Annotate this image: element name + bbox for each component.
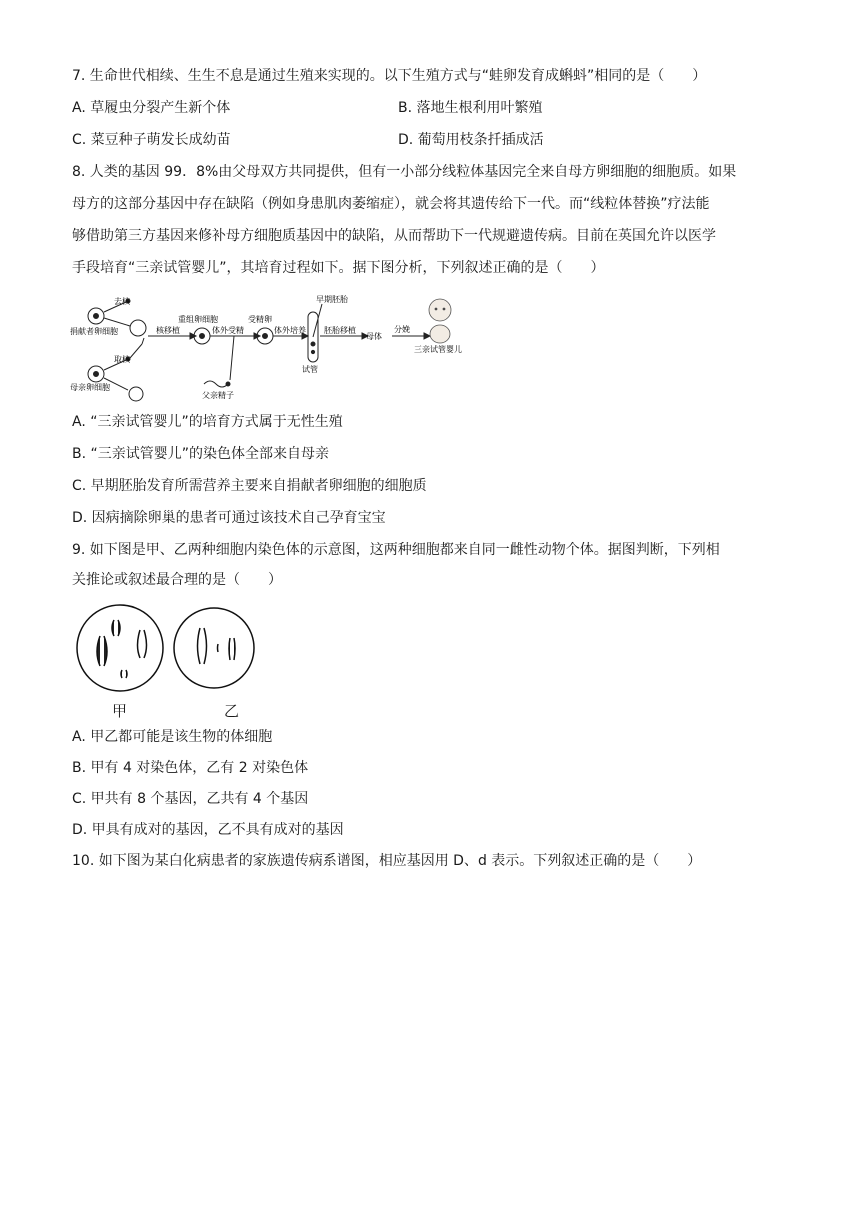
sperm-icon [226,382,230,386]
q8-line-1: 8. 人类的基因 99．8%由父母双方共同提供，但有一小部分线粒体基因完全来自母方卵细胞的细胞质。如果 [72,164,737,180]
cell-label-yi: 乙 [224,702,240,720]
q7-option-d: D. 葡萄用枝条扦插成活 [398,132,544,148]
label-mother-body: 母体 [366,332,382,341]
label-tube: 试管 [302,365,318,374]
q8-option-b: B. “三亲试管婴儿”的染色体全部来自母亲 [72,446,330,462]
label-embryo-transfer: 胚胎移植 [324,326,356,335]
label-culture: 体外培养 [274,326,306,335]
q8-line-2: 母方的这部分基因中存在缺陷（例如身患肌肉萎缩症），就会将其遗传给下一代。而“线粒体替换”疗法能 [72,196,710,212]
ivf-process-diagram [68,292,488,404]
label-mother-egg: 母亲卵细胞 [70,383,110,392]
q10-stem: 10. 如下图为某白化病患者的家族遗传病系谱图，相应基因用 D、d 表示。下列叙述正确的是（ ） [72,853,702,869]
q9-line-1: 9. 如下图是甲、乙两种细胞内染色体的示意图，这两种细胞都来自同一雌性动物个体。据图判断，下列相 [72,542,720,558]
q8-option-a: A. “三亲试管婴儿”的培育方式属于无性生殖 [72,414,343,430]
cell-yi [174,608,254,688]
q7-option-c: C. 菜豆种子萌发长成幼苗 [72,132,231,148]
q9-option-a: A. 甲乙都可能是该生物的体细胞 [72,729,273,745]
q9-line-2: 关推论或叙述最合理的是（ ） [72,572,282,588]
q9-option-c: C. 甲共有 8 个基因，乙共有 4 个基因 [72,791,309,807]
cell-jia [77,605,163,691]
label-early-embryo: 早期胚胎 [316,295,348,304]
q9-option-b: B. 甲有 4 对染色体，乙有 2 对染色体 [72,760,309,776]
chromosome-cells-diagram [74,600,274,700]
label-fertilized-egg: 受精卵 [248,315,272,324]
label-ivf: 体外受精 [212,326,244,335]
label-donor-egg: 捐献者卵细胞 [70,327,118,336]
label-nuclear-transfer: 核移植 [156,326,180,335]
q8-line-3: 够借助第三方基因来修补母方细胞质基因中的缺陷，从而帮助下一代规避遗传病。目前在英国允许以医学 [72,228,716,244]
q9-option-d: D. 甲具有成对的基因，乙不具有成对的基因 [72,822,344,838]
q8-option-d: D. 因病摘除卵巢的患者可通过该技术自己孕育宝宝 [72,510,386,526]
label-baby: 三亲试管婴儿 [414,345,462,354]
q7-option-b: B. 落地生根利用叶繁殖 [398,100,543,116]
cell-label-jia: 甲 [112,702,128,720]
label-reconstructed-egg: 重组卵细胞 [178,315,218,324]
baby-icon [429,299,451,343]
q8-line-4: 手段培育“三亲试管婴儿”，其培育过程如下。据下图分析，下列叙述正确的是（ ） [72,260,605,276]
label-sperm: 父亲精子 [202,391,234,400]
label-enucleate: 去核 [114,297,130,306]
q8-option-c: C. 早期胚胎发育所需营养主要来自捐献者卵细胞的细胞质 [72,478,427,494]
label-delivery: 分娩 [394,325,410,334]
q7-option-a: A. 草履虫分裂产生新个体 [72,100,231,116]
enucleated-egg [130,320,146,336]
q7-stem: 7. 生命世代相续、生生不息是通过生殖来实现的。以下生殖方式与“蛙卵发育成蝌蚪”相同的是（ ） [72,68,707,84]
label-take-nucleus: 取核 [114,355,130,364]
